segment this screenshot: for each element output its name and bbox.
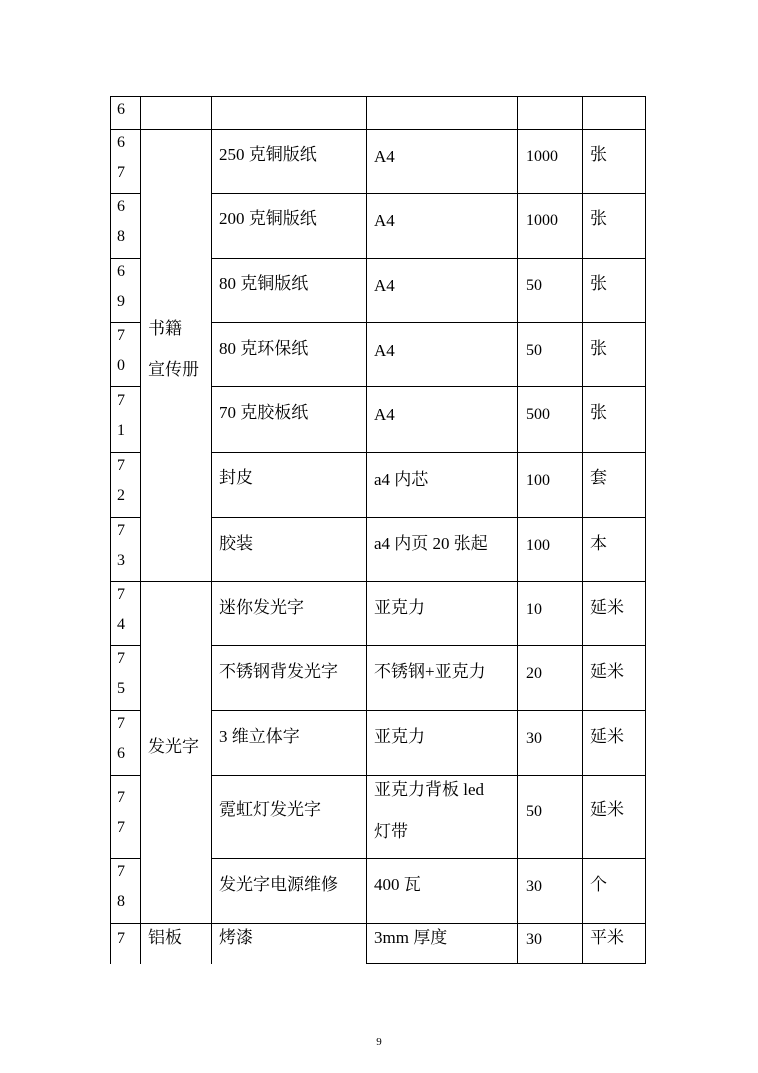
table-rule [110, 710, 140, 711]
item-qty: 10 [526, 601, 542, 618]
table-rule [110, 258, 140, 259]
item-name: 迷你发光字 [219, 598, 304, 617]
table-rule [211, 258, 646, 259]
item-unit: 张 [590, 339, 607, 358]
item-qty: 50 [526, 277, 542, 294]
item-spec: a4 内芯 [374, 470, 429, 489]
table-rule [110, 858, 140, 859]
item-unit: 延米 [590, 598, 624, 617]
group-label-books-line2: 宣传册 [148, 360, 199, 379]
table-rule [211, 710, 646, 711]
table-rule [110, 452, 140, 453]
item-unit: 本 [590, 534, 607, 553]
row-seq-digit: 6 [117, 745, 125, 762]
item-unit: 张 [590, 209, 607, 228]
item-spec: 亚克力背板 led [374, 780, 485, 799]
item-unit: 套 [590, 468, 607, 487]
row-seq-digit: 4 [117, 616, 125, 633]
table-rule [110, 96, 646, 97]
item-name: 不锈钢背发光字 [219, 662, 338, 681]
row-seq-digit: 6 [117, 263, 125, 280]
row-seq-digit: 6 [117, 134, 125, 151]
item-qty: 1000 [526, 212, 558, 229]
table-rule [211, 645, 646, 646]
table-rule [366, 963, 646, 964]
item-spec: A4 [374, 276, 395, 295]
row-seq-digit: 7 [117, 392, 125, 409]
table-rule [140, 96, 141, 964]
row-seq-digit: 3 [117, 552, 125, 569]
item-qty: 50 [526, 803, 542, 820]
item-name: 3 维立体字 [219, 727, 300, 746]
item-spec: A4 [374, 211, 395, 230]
row-seq-digit: 8 [117, 893, 125, 910]
table-rule [211, 775, 646, 776]
item-unit: 延米 [590, 662, 624, 681]
item-name: 胶装 [219, 534, 253, 553]
table-rule [366, 96, 367, 964]
row-seq-digit: 7 [117, 457, 125, 474]
item-name: 封皮 [219, 468, 253, 487]
table-rule [211, 96, 212, 964]
row-seq-digit: 7 [117, 715, 125, 732]
table-rule [211, 193, 646, 194]
item-spec: A4 [374, 341, 395, 360]
item-unit: 张 [590, 403, 607, 422]
table-rule [110, 96, 111, 964]
row-seq-digit: 0 [117, 357, 125, 374]
item-unit: 个 [590, 875, 607, 894]
item-qty: 30 [526, 730, 542, 747]
item-qty: 50 [526, 342, 542, 359]
group-label-aluminum: 铝板 [148, 928, 182, 947]
table-rule [110, 645, 140, 646]
table-rule [582, 96, 583, 964]
item-name: 烤漆 [219, 928, 253, 947]
table-rule [110, 923, 646, 924]
item-unit: 延米 [590, 800, 624, 819]
item-spec-continued: 灯带 [374, 822, 408, 841]
item-name: 200 克铜版纸 [219, 209, 317, 228]
table-rule [645, 96, 646, 964]
item-qty: 1000 [526, 148, 558, 165]
item-spec: 不锈钢+亚克力 [374, 662, 486, 681]
table-rule [110, 322, 140, 323]
item-qty: 20 [526, 665, 542, 682]
row-seq-digit: 7 [117, 522, 125, 539]
item-spec: 亚克力 [374, 598, 425, 617]
row-seq-digit: 8 [117, 228, 125, 245]
table-rule [211, 517, 646, 518]
row-seq-digit: 7 [117, 863, 125, 880]
item-qty: 30 [526, 931, 542, 948]
item-qty: 30 [526, 878, 542, 895]
table-rule [211, 386, 646, 387]
table-rule [110, 129, 646, 130]
item-unit: 平米 [590, 928, 624, 947]
row-seq-digit: 5 [117, 680, 125, 697]
item-qty: 100 [526, 537, 550, 554]
table-rule [211, 322, 646, 323]
item-spec: A4 [374, 147, 395, 166]
item-qty: 500 [526, 406, 550, 423]
row-seq-digit: 7 [117, 586, 125, 603]
group-label-signs: 发光字 [148, 737, 199, 756]
row-seq-digit: 9 [117, 293, 125, 310]
item-name: 250 克铜版纸 [219, 145, 317, 164]
row-seq-digit: 7 [117, 164, 125, 181]
row-seq-digit: 2 [117, 487, 125, 504]
table-rule [517, 96, 518, 964]
table-rule [110, 386, 140, 387]
row-seq-digit: 6 [117, 101, 125, 118]
row-seq-digit: 1 [117, 422, 125, 439]
item-spec: A4 [374, 405, 395, 424]
row-seq-digit: 6 [117, 198, 125, 215]
row-seq-digit: 7 [117, 650, 125, 667]
item-unit: 张 [590, 145, 607, 164]
item-unit: 张 [590, 274, 607, 293]
row-seq-digit: 7 [117, 819, 125, 836]
table-rule [110, 775, 140, 776]
item-name: 80 克铜版纸 [219, 274, 309, 293]
item-spec: a4 内页 20 张起 [374, 534, 488, 553]
row-seq-digit: 7 [117, 930, 125, 947]
page-number: 9 [376, 1036, 382, 1048]
row-seq-digit: 7 [117, 789, 125, 806]
table-rule [211, 452, 646, 453]
table-rule [110, 193, 140, 194]
item-qty: 100 [526, 472, 550, 489]
item-spec: 400 瓦 [374, 875, 421, 894]
item-spec: 3mm 厚度 [374, 928, 448, 947]
item-name: 发光字电源维修 [219, 875, 338, 894]
item-name: 80 克环保纸 [219, 339, 309, 358]
table-rule [110, 517, 140, 518]
item-spec: 亚克力 [374, 727, 425, 746]
row-seq-digit: 7 [117, 327, 125, 344]
group-label-books: 书籍 [148, 319, 182, 338]
item-unit: 延米 [590, 727, 624, 746]
item-name: 70 克胶板纸 [219, 403, 309, 422]
table-rule [110, 581, 646, 582]
item-name: 霓虹灯发光字 [219, 800, 321, 819]
table-rule [211, 858, 646, 859]
